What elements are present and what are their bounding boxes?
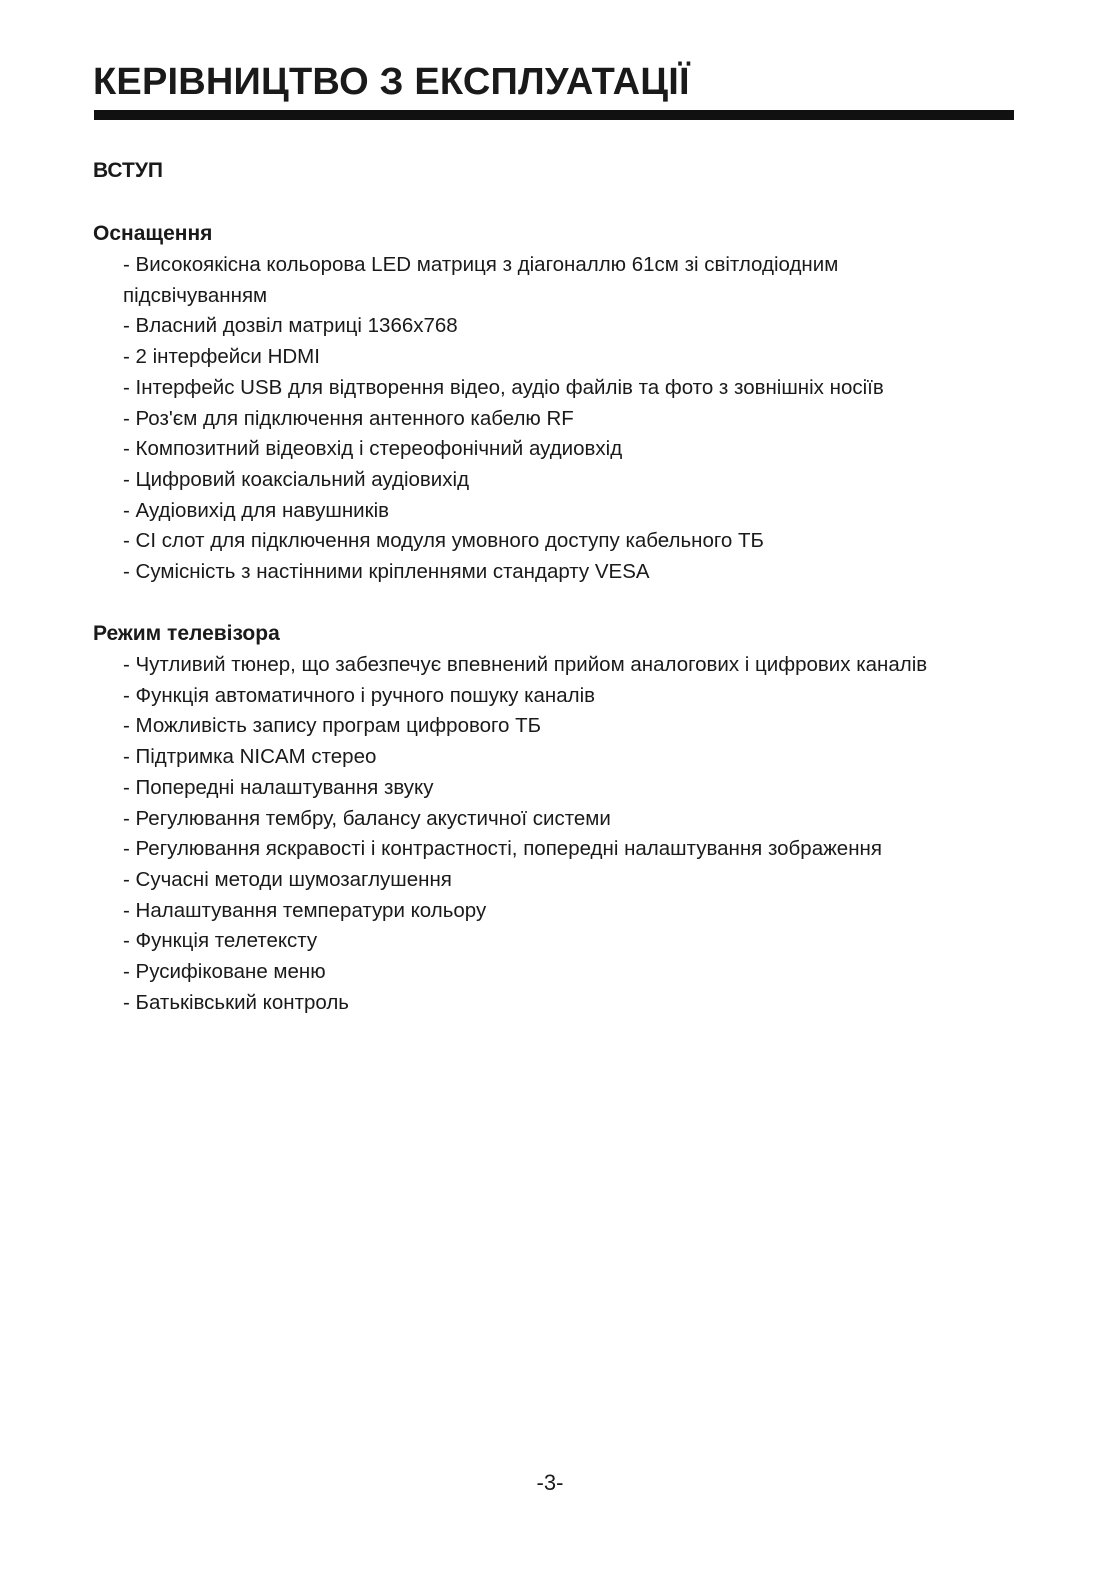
list-item: - Функція телетексту	[123, 929, 318, 953]
tv-mode-heading: Режим телевізора	[93, 622, 280, 645]
equipment-heading: Оснащення	[93, 222, 213, 245]
list-item: - Регулювання тембру, балансу акустичної системи	[123, 806, 611, 830]
list-item: - 2 інтерфейси HDMI	[123, 345, 320, 369]
list-item: - Підтримка NICAM стерео	[123, 745, 377, 769]
title-divider	[94, 110, 1014, 120]
list-item: - Сучасні методи шумозаглушення	[123, 867, 452, 891]
list-item: - Цифровий коаксіальний аудіовихід	[123, 467, 470, 491]
list-item: - Функція автоматичного і ручного пошуку каналів	[123, 683, 596, 707]
list-item: - Русифіковане меню	[123, 960, 326, 984]
list-item: - Можливість запису програм цифрового ТБ	[123, 714, 542, 738]
list-item: - Сумісність з настінними кріпленнями стандарту VESA	[123, 560, 650, 584]
list-item: - CI слот для підключення модуля умовного доступу кабельного ТБ	[123, 529, 764, 553]
list-item: - Аудіовихід для навушників	[123, 498, 390, 522]
list-item: - Композитний відеовхід і стереофонічний аудиовхід	[123, 437, 623, 461]
intro-heading: ВСТУП	[93, 159, 163, 182]
list-item: - Інтерфейс USB для відтворення відео, аудіо файлів та фото з зовнішніх носіїв	[123, 375, 884, 399]
equipment-list	[123, 250, 1033, 588]
list-item: - Регулювання яскравості і контрастності, попередні налаштування зображення	[123, 837, 882, 861]
page-title: КЕРІВНИЦТВО З ЕКСПЛУАТАЦІЇ	[93, 61, 690, 103]
list-item: - Батьківський контроль	[123, 990, 349, 1014]
list-item: - Власний дозвіл матриці 1366x768	[123, 314, 458, 338]
list-item: - Попередні налаштування звуку	[123, 775, 434, 799]
list-item: - Роз'єм для підключення антенного кабелю RF	[123, 406, 574, 430]
list-item: - Чутливий тюнер, що забезпечує впевнений прийом аналогових і цифрових каналів	[123, 653, 928, 676]
list-item: - Налаштування температури кольору	[123, 898, 487, 922]
list-item: - Високоякісна кольорова LED матриця з діагоналлю 61см зі світлодіодним підсвічуванням	[123, 253, 839, 307]
page-number: -3-	[536, 1470, 564, 1495]
tv-mode-list	[123, 650, 1033, 1018]
